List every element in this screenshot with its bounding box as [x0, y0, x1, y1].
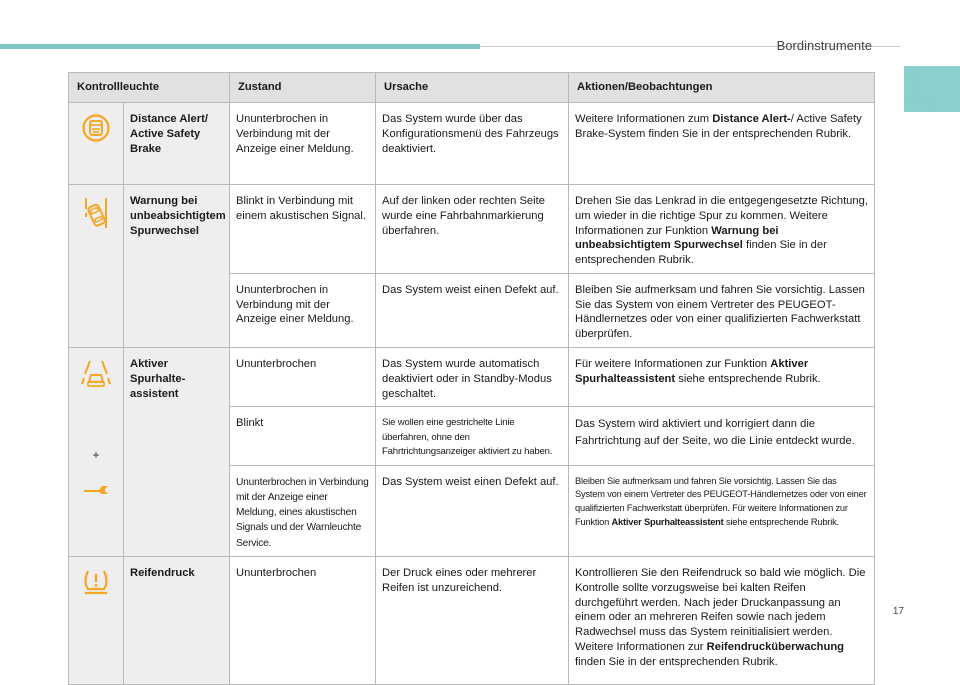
- action-text: Drehen Sie das Lenkrad in die entgegengesetzte Richtung, um wieder in die richtige Spur zu kommen. Weitere Informationen zur Funktion: [575, 195, 868, 237]
- action-cell: [569, 465, 875, 556]
- action-keyword: Reifendrucküberwachung: [706, 640, 845, 653]
- column-header-warning-light: Kontrollleuchte: [69, 73, 230, 103]
- action-text: Für weitere Informationen zur Funktion: [575, 358, 771, 371]
- action-cell: Das System wird aktiviert und korrigiert dann die Fahrtrichtung auf der Seite, wo die Linie entdeckt wurde.: [569, 407, 875, 465]
- action-keyword: Aktiver Spurhalteassistent: [575, 358, 809, 385]
- icon-cell: [69, 557, 124, 685]
- column-header-cause: Ursache: [376, 73, 569, 103]
- state-cell: Ununterbrochen in Verbindung mit der Anzeige einer Meldung.: [230, 273, 376, 347]
- cause-cell: Das System weist einen Defekt auf.: [376, 465, 569, 556]
- warning-light-name: Distance Alert/ Active Safety Brake: [124, 103, 230, 185]
- action-text: Weitere Informationen zum: [575, 113, 713, 125]
- cause-cell: Sie wollen eine gestrichelte Linie überfahren, ohne den Fahrtrichtungsanzeiger aktiviert zu haben.: [376, 407, 569, 465]
- cause-cell: Das System wurde automatisch deaktiviert oder in Standby-Modus geschaltet.: [376, 348, 569, 407]
- warning-light-name: Warnung bei unbeabsichtigtem Spurwechsel: [124, 185, 230, 348]
- state-cell: Ununterbrochen: [230, 348, 376, 407]
- warning-light-name: Reifendruck: [124, 557, 230, 685]
- warning-lights-table: [68, 72, 875, 685]
- tyre-pressure-icon: [81, 567, 111, 597]
- action-cell: [569, 103, 875, 185]
- action-cell: [569, 348, 875, 407]
- table-row: [69, 557, 875, 685]
- page-number: 17: [892, 606, 904, 617]
- action-cell: [569, 557, 875, 685]
- action-text: / Active Safety Brake-System finden Sie in der entsprechenden Rubrik.: [575, 113, 862, 140]
- icon-cell: [69, 348, 124, 557]
- cause-cell: Der Druck eines oder mehrerer Reifen ist unzureichend.: [376, 557, 569, 685]
- cause-cell: Das System weist einen Defekt auf.: [376, 273, 569, 347]
- action-text: Kontrollieren Sie den Reifendruck so bald wie möglich. Die Kontrolle sollte vorzugsweise bei kalten Reifen durchgeführt werden. Nach jeder Druckanpassung an einem oder an mehreren Reifen sowie nach jedem Radwechsel muss das System reinitialisiert werden. Weitere Informationen zur: [575, 567, 866, 653]
- plus-sign: +: [92, 448, 100, 463]
- column-header-actions: Aktionen/Beobachtungen: [569, 73, 875, 103]
- service-wrench-icon: [81, 478, 111, 498]
- section-number: 1: [902, 54, 934, 117]
- warning-light-name: Aktiver Spurhalte-assistent: [124, 348, 230, 557]
- table-header-row: [69, 73, 875, 103]
- table-row: [69, 103, 875, 185]
- state-cell: Ununterbrochen in Verbindung mit der Anzeige einer Meldung.: [230, 103, 376, 185]
- table-row: [69, 185, 875, 274]
- lane-departure-icon: [81, 195, 111, 231]
- action-text: Bleiben Sie aufmerksam und fahren Sie vorsichtig. Lassen Sie das System von einem Vertreter des PEUGEOT-Händlernetzes oder von einer qualifizierten Fachwerkstatt überprüfen. Für weitere Informationen zur Funktion: [575, 475, 867, 528]
- action-text: siehe entsprechende Rubrik.: [723, 517, 839, 528]
- action-keyword: Aktiver Spurhalteassistent: [611, 517, 724, 528]
- action-cell: Bleiben Sie aufmerksam und fahren Sie vorsichtig. Lassen Sie das System von einem Vertreter des PEUGEOT-Händlernetzes oder von einer qualifizierten Fachwerkstatt überprüfen.: [569, 273, 875, 347]
- accent-bar: [0, 44, 480, 49]
- lane-keeping-icon: [81, 358, 111, 390]
- action-cell: [569, 185, 875, 274]
- state-cell: Blinkt in Verbindung mit einem akustischen Signal.: [230, 185, 376, 274]
- column-header-state: Zustand: [230, 73, 376, 103]
- action-text: finden Sie in der entsprechenden Rubrik.: [575, 239, 827, 267]
- state-cell: Ununterbrochen in Verbindung mit der Anzeige einer Meldung, eines akustischen Signals und der Warnleuchte Service.: [230, 465, 376, 556]
- state-cell: Blinkt: [230, 407, 376, 465]
- cause-cell: Das System wurde über das Konfigurationsmenü des Fahrzeugs deaktiviert.: [376, 103, 569, 185]
- distance-alert-icon: [81, 113, 111, 143]
- cause-cell: Auf der linken oder rechten Seite wurde eine Fahrbahnmarkierung überfahren.: [376, 185, 569, 274]
- icon-cell: [69, 185, 124, 348]
- action-text: finden Sie in der entsprechenden Rubrik.: [575, 655, 778, 668]
- table-row: [69, 348, 875, 407]
- action-text: siehe entsprechende Rubrik.: [675, 372, 821, 385]
- state-cell: Ununterbrochen: [230, 557, 376, 685]
- icon-cell: [69, 103, 124, 185]
- action-keyword: Distance Alert-: [712, 113, 791, 125]
- action-keyword: Warnung bei unbeabsichtigtem Spurwechsel: [575, 224, 779, 252]
- section-title: Bordinstrumente: [776, 38, 872, 53]
